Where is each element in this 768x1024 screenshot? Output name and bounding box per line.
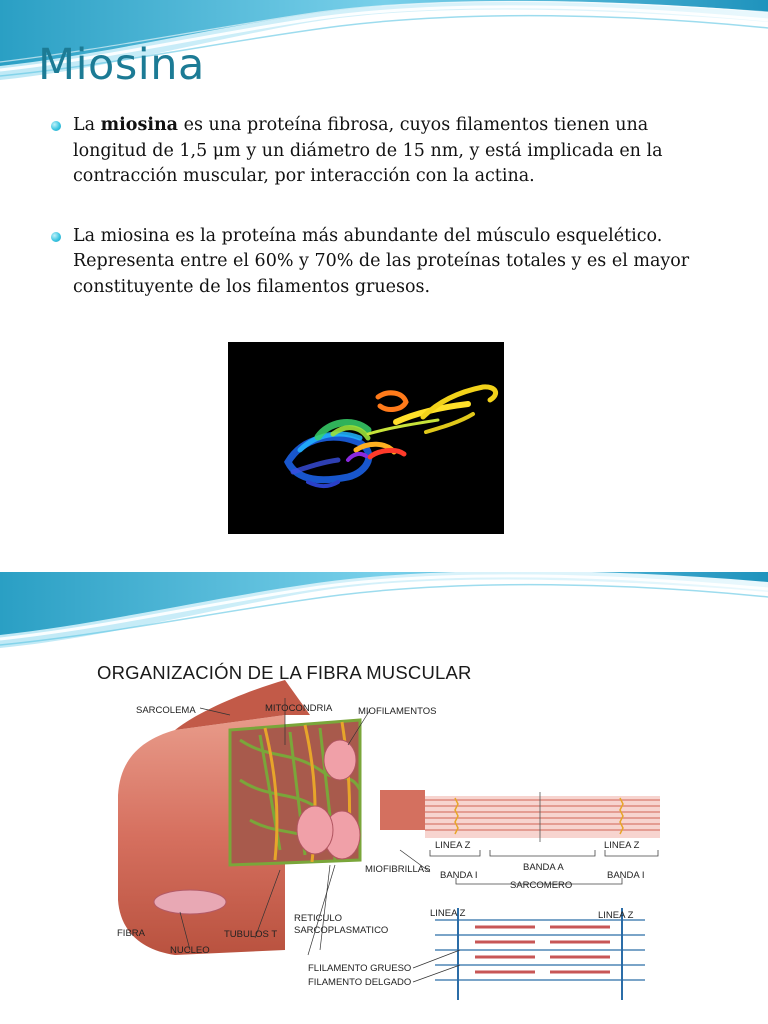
- label-miofibrillas: MIOFIBRILLAS: [365, 864, 431, 875]
- label-linea-z: LINEA Z: [604, 840, 640, 851]
- bullet-list: [48, 113, 708, 300]
- label-filamento-grueso: FLILAMENTO GRUESO: [308, 963, 412, 974]
- bullet-text-bold: miosina: [100, 115, 179, 135]
- label-tubulos-t: TUBULOS T: [224, 929, 278, 940]
- myosin-protein-image: [228, 342, 504, 534]
- label-banda-a: BANDA A: [523, 862, 564, 873]
- label-sarcomero: SARCOMERO: [510, 880, 573, 891]
- label-linea-z: LINEA Z: [430, 908, 466, 919]
- slide-title: Miosina: [38, 40, 205, 90]
- muscle-fiber-diagram: [80, 650, 700, 1024]
- bullet-dot-icon: [51, 121, 61, 131]
- label-filamento-delgado: FILAMENTO DELGADO: [308, 977, 412, 988]
- bullet-dot-icon: [51, 232, 61, 242]
- bullet-item: [48, 113, 708, 190]
- label-fibra: FIBRA: [117, 928, 145, 939]
- label-linea-z: LINEA Z: [598, 910, 634, 921]
- label-nucleo: NUCLEO: [170, 945, 210, 956]
- bullet-text-end: es una proteína fibrosa, cuyos filamentos tienen una longitud de 1,5 μm y un diámetro de 15 nm, y está implicada en la contracción muscular, por interacción con la actina.: [73, 115, 663, 186]
- label-reticulo: RETICULO: [294, 913, 343, 924]
- label-sarcoplasmatico: SARCOPLASMATICO: [294, 925, 389, 936]
- label-banda-i: BANDA I: [607, 870, 645, 881]
- label-banda-i: BANDA I: [440, 870, 478, 881]
- label-mitocondria: MITOCONDRIA: [265, 703, 333, 714]
- bullet-text-start: La: [73, 115, 101, 135]
- bullet-item: [48, 224, 708, 301]
- label-sarcolema: SARCOLEMA: [136, 705, 196, 716]
- label-miofilamentos: MIOFILAMENTOS: [358, 706, 437, 717]
- figure-title: ORGANIZACIÓN DE LA FIBRA MUSCULAR: [97, 662, 472, 683]
- slide-fibra-muscular: [0, 572, 768, 1024]
- bullet-text: La miosina es la proteína más abundante del músculo esquelético. Representa entre el 60% y 70% de las proteínas totales y es el mayor constituyente de los filamentos gruesos.: [73, 225, 690, 297]
- label-linea-z: LINEA Z: [435, 840, 471, 851]
